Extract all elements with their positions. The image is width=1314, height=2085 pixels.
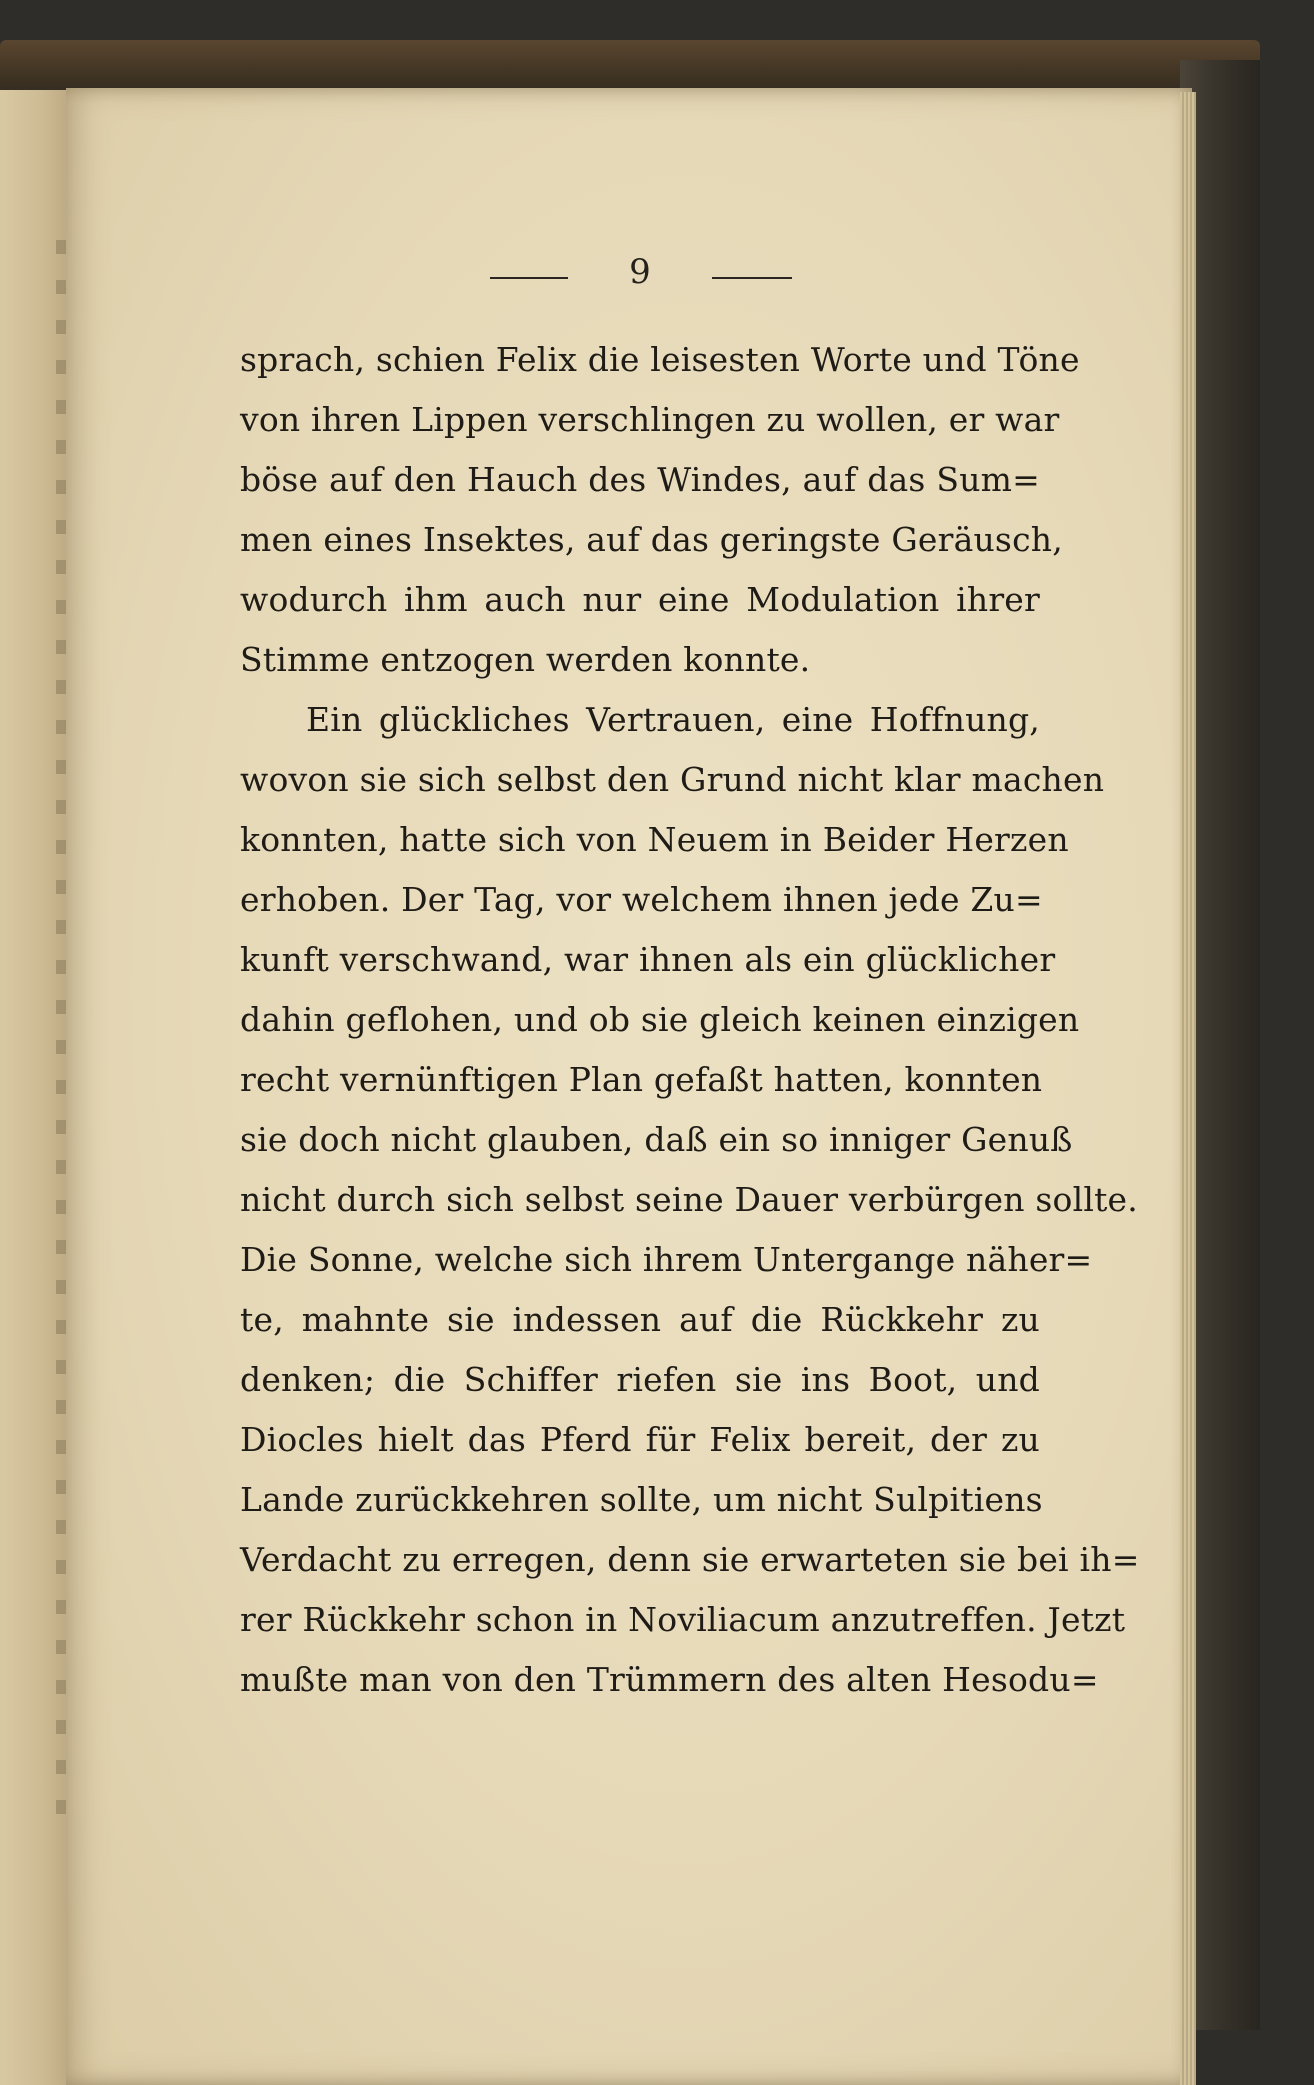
text-line: Stimme entzogen werden konnte. <box>240 640 811 679</box>
text-line: recht vernünftigen Plan gefaßt hatten, konnten <box>240 1060 1043 1099</box>
text-line: wodurch ihm auch nur eine Modulation ihrer <box>240 580 1040 619</box>
text-line: Verdacht zu erregen, denn sie erwarteten sie bei ih= <box>240 1540 1140 1579</box>
page-number: 9 <box>629 252 651 292</box>
text-line: Lande zurückkehren sollte, um nicht Sulpitiens <box>240 1480 1043 1519</box>
header-rule-right <box>712 277 792 279</box>
text-line: kunft verschwand, war ihnen als ein glücklicher <box>240 940 1056 979</box>
page-stack-edge <box>1180 92 1196 2085</box>
text-line: erhoben. Der Tag, vor welchem ihnen jede Zu= <box>240 880 1043 919</box>
text-line: dahin geflohen, und ob sie gleich keinen einzigen <box>240 1000 1080 1039</box>
text-line: sie doch nicht glauben, daß ein so inniger Genuß <box>240 1120 1073 1159</box>
text-line: denken; die Schiffer riefen sie ins Boot, und <box>240 1360 1040 1399</box>
text-line: mußte man von den Trümmern des alten Hesodu= <box>240 1660 1099 1699</box>
text-line: Diocles hielt das Pferd für Felix bereit, der zu <box>240 1420 1040 1459</box>
text-line: nicht durch sich selbst seine Dauer verbürgen sollte. <box>240 1180 1138 1219</box>
page-body-text <box>240 330 1140 1710</box>
text-line: von ihren Lippen verschlingen zu wollen, er war <box>240 400 1060 439</box>
text-line: rer Rückkehr schon in Noviliacum anzutreffen. Jetzt <box>240 1600 1126 1639</box>
text-line: konnten, hatte sich von Neuem in Beider Herzen <box>240 820 1069 859</box>
text-line: wovon sie sich selbst den Grund nicht klar machen <box>240 760 1105 799</box>
page-header <box>480 252 820 302</box>
text-line: Die Sonne, welche sich ihrem Untergange näher= <box>240 1240 1093 1279</box>
header-rule-left <box>490 277 568 279</box>
text-line: böse auf den Hauch des Windes, auf das Sum= <box>240 460 1040 499</box>
binding-stitches <box>56 240 66 1840</box>
text-line: sprach, schien Felix die leisesten Worte und Töne <box>240 340 1080 379</box>
text-line: te, mahnte sie indessen auf die Rückkehr zu <box>240 1300 1040 1339</box>
paragraph-start-line: Ein glückliches Vertrauen, eine Hoffnung, <box>306 700 1040 739</box>
text-line: men eines Insektes, auf das geringste Geräusch, <box>240 520 1063 559</box>
